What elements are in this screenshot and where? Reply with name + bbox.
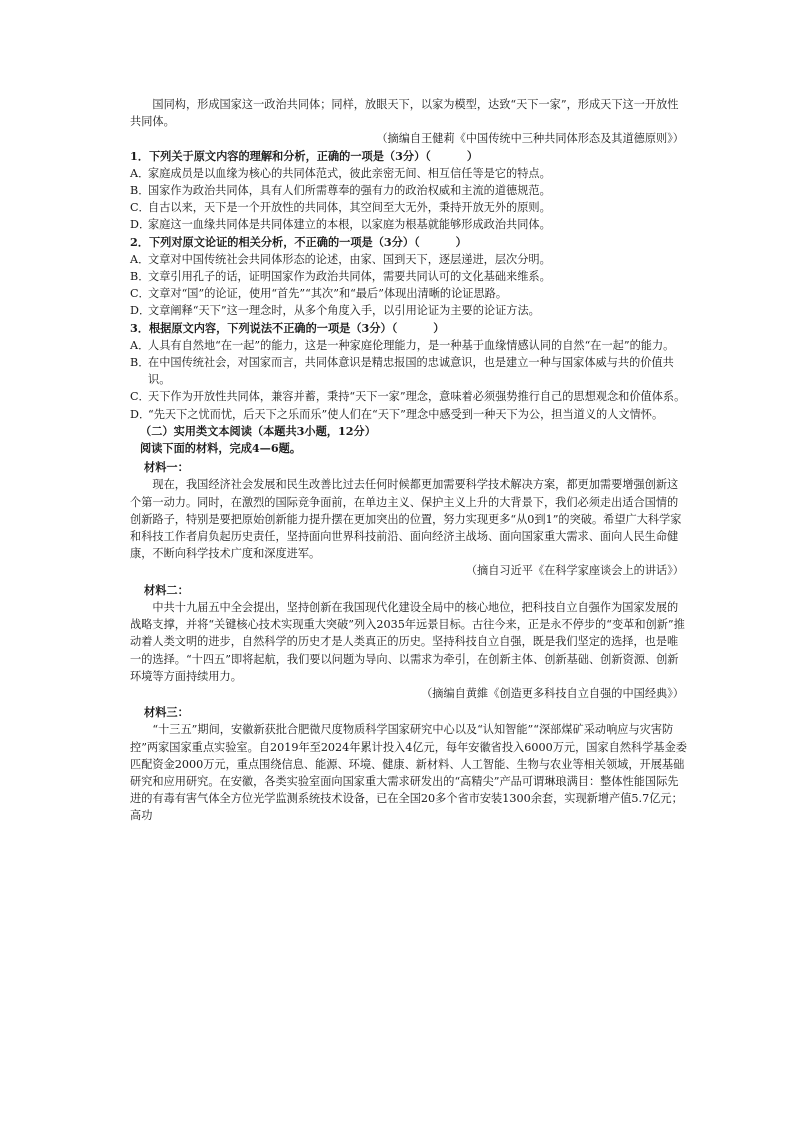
option-a (130, 337, 688, 354)
option-label: B． (130, 356, 150, 370)
option-text: “先天下之忧而忧，后天下之乐而乐”使人们在“天下”理念中感受到一种天下为公，担当道义的人文情怀。 (148, 407, 664, 421)
option-text: 文章阐释“天下”这一理念时，从多个角度入手，以引用论证为主要的论证方法。 (148, 304, 540, 318)
top-source: （摘编自王健莉《中国传统中三种共同体形态及其道德原则》） (376, 132, 684, 146)
option-label: B． (130, 270, 150, 284)
question-1 (130, 148, 688, 234)
option-text: 天下作为开放性共同体，兼容并蓄，秉持“天下一家”理念，意味着必须强势推行自己的思想观念和价值体系。 (148, 390, 686, 404)
question-stem-close: ） (466, 148, 479, 163)
material-body: “十三五”期间，安徽新获批合肥微尺度物质科学国家研究中心以及“认知智能”“深部煤矿采动响应与灾害防控”两家国家重点实验室。自2019年至2024年累计投入4亿元，每年安徽省投入6000万元，国家自然科学基金委匹配资金2000万元，重点围绕信息、能源、环境、健康、新材料、人工智能、生物与农业等相关领域，开展基础研究和应用研究。在安徽，各类实验室面向国家重大需求研发出的“高精尖”产品可谓琳琅满目：整体性能国际先进的有毒有害气体全方位光学监测系统技术设备，已在全国20多个省市安装1300余套，实现新增产值5.7亿元；高功 (130, 723, 687, 823)
option-text: 家庭这一血缘共同体是共同体建立的本根，以家庭为根基就能够形成政治共同体。 (148, 218, 551, 232)
option-c (130, 388, 688, 405)
option-text: 家庭成员是以血缘为核心的共同体范式，彼此亲密无间、相互信任等是它的特点。 (148, 166, 551, 180)
material-title: 材料三： (144, 705, 189, 720)
option-d (130, 302, 688, 319)
question-stem-text: 3．根据原文内容，下列说法不正确的一项是（3分）（ (130, 320, 398, 335)
option-text: 自古以来，天下是一个开放性的共同体，其空间至大无外，秉持开放无外的原则。 (148, 201, 551, 215)
top-paragraph: 国同构，形成国家这一政治共同体；同样，放眼天下，以家为模型，达致“天下一家”，形成天下这一开放性共同体。 (130, 98, 679, 129)
material-1 (130, 459, 688, 579)
option-text: 文章对“国”的论证，使用“首先”“其次”和“最后”体现出清晰的论证思路。 (148, 287, 508, 301)
option-label: D． (130, 218, 151, 232)
section-lead: 阅读下面的材料，完成4—6题。 (140, 441, 302, 456)
option-c (130, 199, 688, 216)
option-text: 国家作为政治共同体，具有人们所需尊奉的强有力的政治权威和主流的道德规范。 (148, 184, 551, 198)
question-stem-text: 1．下列关于原文内容的理解和分析，正确的一项是（3分）（ (130, 148, 431, 163)
material-title: 材料一： (144, 460, 189, 475)
option-label: A． (130, 166, 150, 180)
question-stem (130, 320, 688, 337)
option-text: 人具有自然地“在一起”的能力，这是一种家庭伦理能力，是一种基于血缘情感认同的自然“在一起”的能力。 (148, 338, 675, 352)
option-a (130, 251, 688, 268)
material-source: （摘自习近平《在科学家座谈会上的讲话》） (465, 564, 684, 578)
option-d (130, 406, 688, 423)
material-title: 材料二： (144, 582, 189, 597)
material-body: 现在，我国经济社会发展和民生改善比过去任何时候都更加需要科学技术解决方案，都更加需要增强创新这个第一动力。同时，在激烈的国际竞争面前，在单边主义、保护主义上升的大背景下，我们必须走出适合国情的创新路子，特别是要把原始创新能力提升摆在更加突出的位置，努力实现更多“从0到1”的突破。希望广大科学家和科技工作者肩负起历史责任，坚持面向世界科技前沿、面向经济主战场、面向国家重大需求、面向人民生命健康，不断向科学技术广度和深度进军。 (130, 478, 682, 561)
option-b (130, 354, 688, 388)
option-label: D． (130, 407, 151, 421)
question-stem-text: 2．下列对原文论证的相关分析，不正确的一项是（3分）（ (130, 234, 420, 249)
option-d (130, 216, 688, 233)
option-label: C． (130, 201, 150, 215)
question-2 (130, 234, 688, 320)
section-title: （二）实用类文本阅读（本题共3小题，12分） (140, 423, 376, 438)
option-label: A． (130, 252, 150, 266)
material-body: 中共十九届五中全会提出，坚持创新在我国现代化建设全局中的核心地位，把科技自立自强作为国家发展的战略支撑，并将“关键核心技术实现重大突破”列入2035年远景目标。古往今来，正是永不停步的“变革和创新”推动着人类文明的进步，自然科学的历史才是人类真正的历史。坚持科技自立自强，既是我们坚定的选择，也是唯一的选择。“十四五”即将起航，我们要以问题为导向、以需求为牵引，在创新主体、创新基础、创新资源、创新环境等方面持续用力。 (130, 600, 685, 683)
option-text: 文章对中国传统社会共同体形态的论述，由家、国到天下，逐层递进，层次分明。 (148, 252, 551, 266)
option-c (130, 285, 688, 302)
material-3 (130, 704, 688, 824)
question-stem (130, 148, 688, 165)
option-text: 文章引用孔子的话，证明国家作为政治共同体，需要共同认可的文化基础来维系。 (148, 270, 551, 284)
option-b (130, 182, 688, 199)
option-label: B． (130, 184, 150, 198)
material-2 (130, 582, 688, 702)
question-stem (130, 234, 688, 251)
option-label: D． (130, 304, 151, 318)
question-stem-close: ） (455, 234, 467, 249)
material-source: （摘编自黄維《创造更多科技自立自强的中国经典》） (421, 686, 684, 700)
option-label: C． (130, 390, 150, 404)
option-a (130, 165, 688, 182)
option-label: C． (130, 287, 150, 301)
question-3 (130, 320, 688, 423)
question-stem-close: ） (433, 320, 445, 335)
option-text: 在中国传统社会，对国家而言，共同体意识是精忠报国的忠诚意识，也是建立一种与国家体威与共的价值共识。 (148, 356, 674, 387)
option-b (130, 268, 688, 285)
option-label: A． (130, 338, 150, 352)
